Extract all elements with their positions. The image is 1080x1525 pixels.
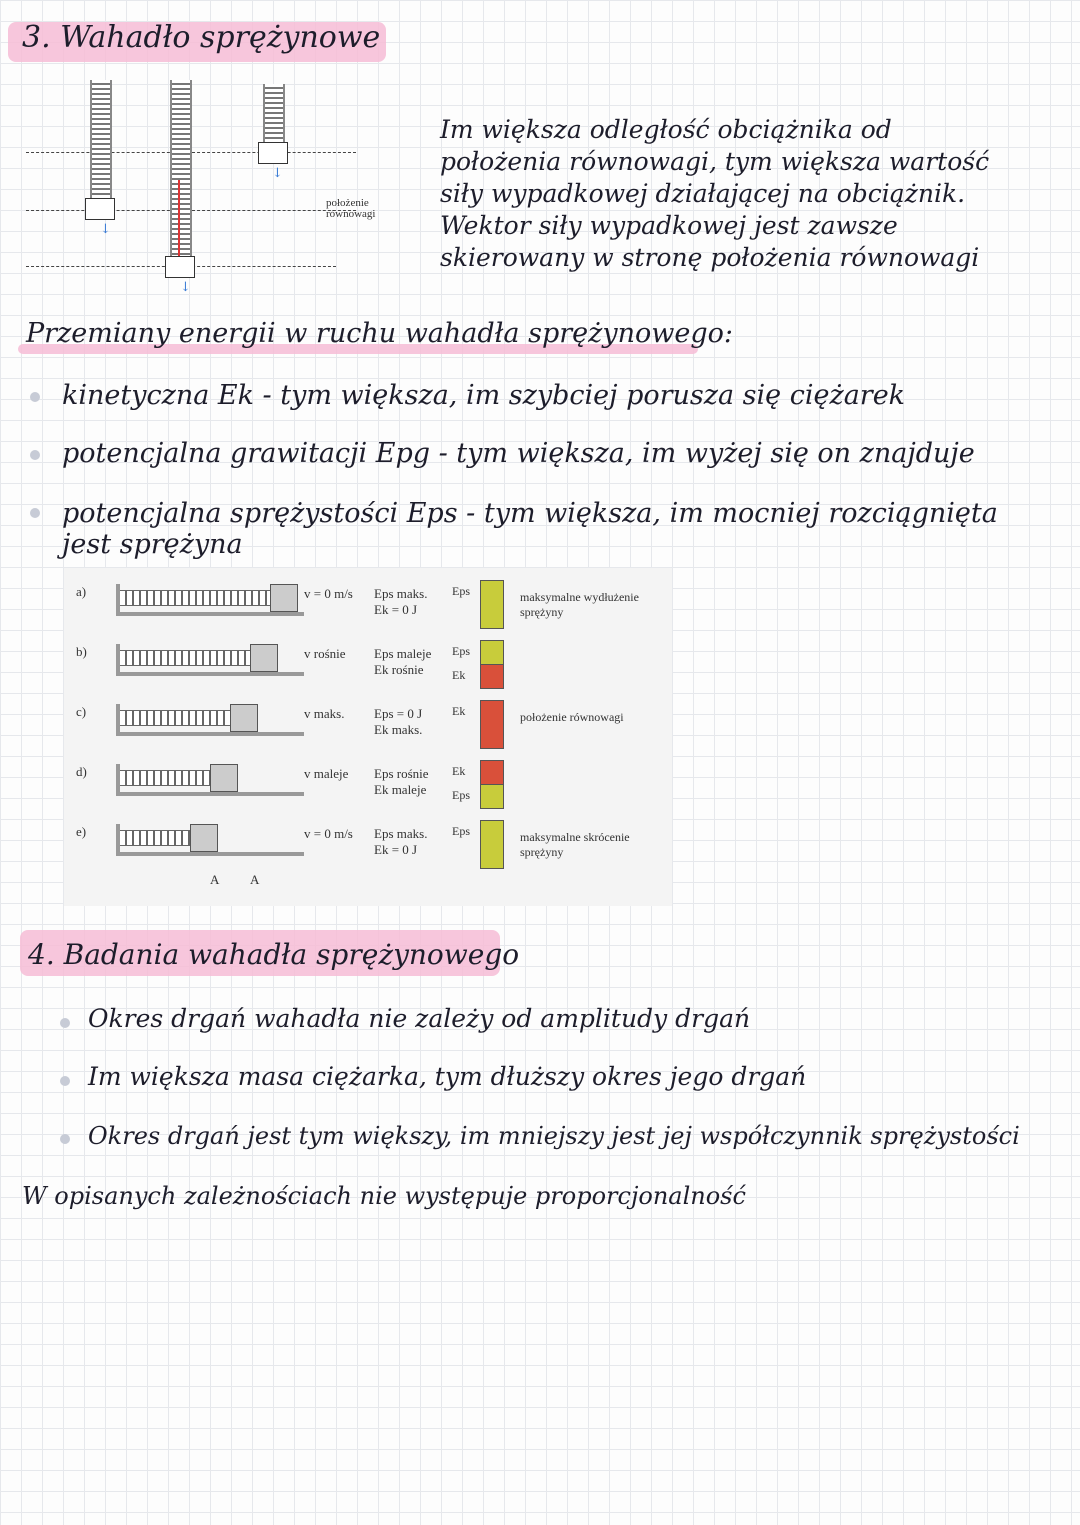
table-row xyxy=(64,640,672,700)
energy-bar xyxy=(452,580,504,628)
spring xyxy=(120,770,210,786)
ground xyxy=(116,732,304,736)
row-id: a) xyxy=(76,584,87,599)
bullet xyxy=(30,450,40,460)
section4-bullet-1: Okres drgań wahadła nie zależy od amplitudy drgań xyxy=(88,1004,751,1033)
table-row xyxy=(64,760,672,820)
row-id: c) xyxy=(76,704,87,719)
energy-bar-label: Ek xyxy=(452,668,466,682)
row-id: e) xyxy=(76,824,87,839)
energy-label-2: Ek maks. xyxy=(374,722,423,737)
section3-title xyxy=(22,20,380,55)
velocity-label: v maleje xyxy=(304,766,349,781)
spring-3 xyxy=(263,84,285,142)
energy-label-2: Ek maleje xyxy=(374,782,427,797)
row-description: maksymalne skrócenie sprężyny xyxy=(520,830,630,859)
force-arrow-red xyxy=(178,180,180,262)
section3-paragraph: Im większa odległość obciążnika od położenia równowagi, tym większa wartość siły wypadkowej działającej na obciążnik. Wektor siły wypadkowej jest zawsze skierowany w stronę położenia równowagi xyxy=(440,115,990,272)
row-description: położenie równowagi xyxy=(520,710,624,724)
energy-bar-label: Eps xyxy=(452,584,470,598)
velocity-label: v = 0 m/s xyxy=(304,826,353,841)
ground xyxy=(116,672,304,676)
section4-note: W opisanych zależnościach nie występuje proporcjonalność xyxy=(22,1182,746,1210)
bullet xyxy=(30,508,40,518)
energy-table-figure xyxy=(64,568,672,906)
gravity-arrow-icon: ↓ xyxy=(100,222,111,237)
block xyxy=(230,704,258,732)
energy-bar-label: Eps xyxy=(452,788,470,802)
bullet xyxy=(60,1018,70,1028)
weight-2 xyxy=(165,256,195,278)
energy-bar-segment xyxy=(480,760,504,785)
energy-bar xyxy=(452,820,504,868)
bullet xyxy=(60,1134,70,1144)
energy-item-elastic: potencjalna sprężystości Eps - tym większa, im mocniej rozciągnięta jest sprężyna xyxy=(62,498,998,560)
spring xyxy=(120,590,270,606)
table-row xyxy=(64,820,672,880)
energy-label-1: Eps rośnie xyxy=(374,766,429,781)
bullet xyxy=(30,392,40,402)
equilibrium-label: położenie równowagi xyxy=(326,197,376,220)
row-id: b) xyxy=(76,644,87,659)
spring xyxy=(120,650,250,666)
energy-label-2: Ek rośnie xyxy=(374,662,424,677)
section3-number: 3. xyxy=(22,20,51,55)
table-row xyxy=(64,580,672,640)
spring-2 xyxy=(170,80,192,256)
spring-diagram xyxy=(20,80,380,310)
energy-bar xyxy=(452,760,504,808)
section3-title-text: Wahadło sprężynowe xyxy=(60,20,381,55)
energy-bar-segment xyxy=(480,820,504,869)
ground xyxy=(116,852,304,856)
energy-bar-segment xyxy=(480,784,504,809)
gravity-arrow-icon: ↓ xyxy=(180,280,191,295)
energy-bar-label: Ek xyxy=(452,704,466,718)
energy-bar-label: Eps xyxy=(452,644,470,658)
spring-1 xyxy=(90,80,112,198)
energy-bar-segment xyxy=(480,700,504,749)
energy-bar xyxy=(452,640,504,688)
energy-bar-segment xyxy=(480,664,504,689)
bullet xyxy=(60,1076,70,1086)
section4-title: 4. Badania wahadła sprężynowego xyxy=(28,938,520,971)
block xyxy=(250,644,278,672)
energy-bar-label: Ek xyxy=(452,764,466,778)
energy-item-kinetic: kinetyczna Ek - tym większa, im szybciej porusza się ciężarek xyxy=(62,380,906,411)
energy-label-2: Ek = 0 J xyxy=(374,842,418,857)
velocity-label: v = 0 m/s xyxy=(304,586,353,601)
section4-bullet-3: Okres drgań jest tym większy, im mniejszy jest jej współczynnik sprężystości xyxy=(88,1122,1020,1150)
weight-3 xyxy=(258,142,288,164)
energy-bar-segment xyxy=(480,640,504,665)
energy-item-gravitational: potencjalna grawitacji Epg - tym większa, im wyżej się on znajduje xyxy=(62,438,975,469)
energy-label-2: Ek = 0 J xyxy=(374,602,418,617)
energy-label-1: Eps maks. xyxy=(374,586,428,601)
velocity-label: v rośnie xyxy=(304,646,346,661)
weight-1 xyxy=(85,198,115,220)
block xyxy=(270,584,298,612)
amplitude-label: A xyxy=(250,872,260,887)
energy-label-1: Eps = 0 J xyxy=(374,706,423,721)
gravity-arrow-icon: ↓ xyxy=(272,166,283,181)
energy-heading: Przemiany energii w ruchu wahadła sprężynowego: xyxy=(26,318,733,349)
velocity-label: v maks. xyxy=(304,706,345,721)
block xyxy=(190,824,218,852)
spring xyxy=(120,830,190,846)
ground xyxy=(116,612,304,616)
row-id: d) xyxy=(76,764,87,779)
section4-bullet-2: Im większa masa ciężarka, tym dłuższy okres jego drgań xyxy=(88,1062,807,1091)
energy-bar-label: Eps xyxy=(452,824,470,838)
energy-label-1: Eps maks. xyxy=(374,826,428,841)
energy-bar-segment xyxy=(480,580,504,629)
spring xyxy=(120,710,230,726)
table-row xyxy=(64,700,672,760)
ground xyxy=(116,792,304,796)
row-description: maksymalne wydłużenie sprężyny xyxy=(520,590,639,619)
block xyxy=(210,764,238,792)
energy-bar xyxy=(452,700,504,748)
energy-label-1: Eps maleje xyxy=(374,646,432,661)
amplitude-label: A xyxy=(210,872,220,887)
